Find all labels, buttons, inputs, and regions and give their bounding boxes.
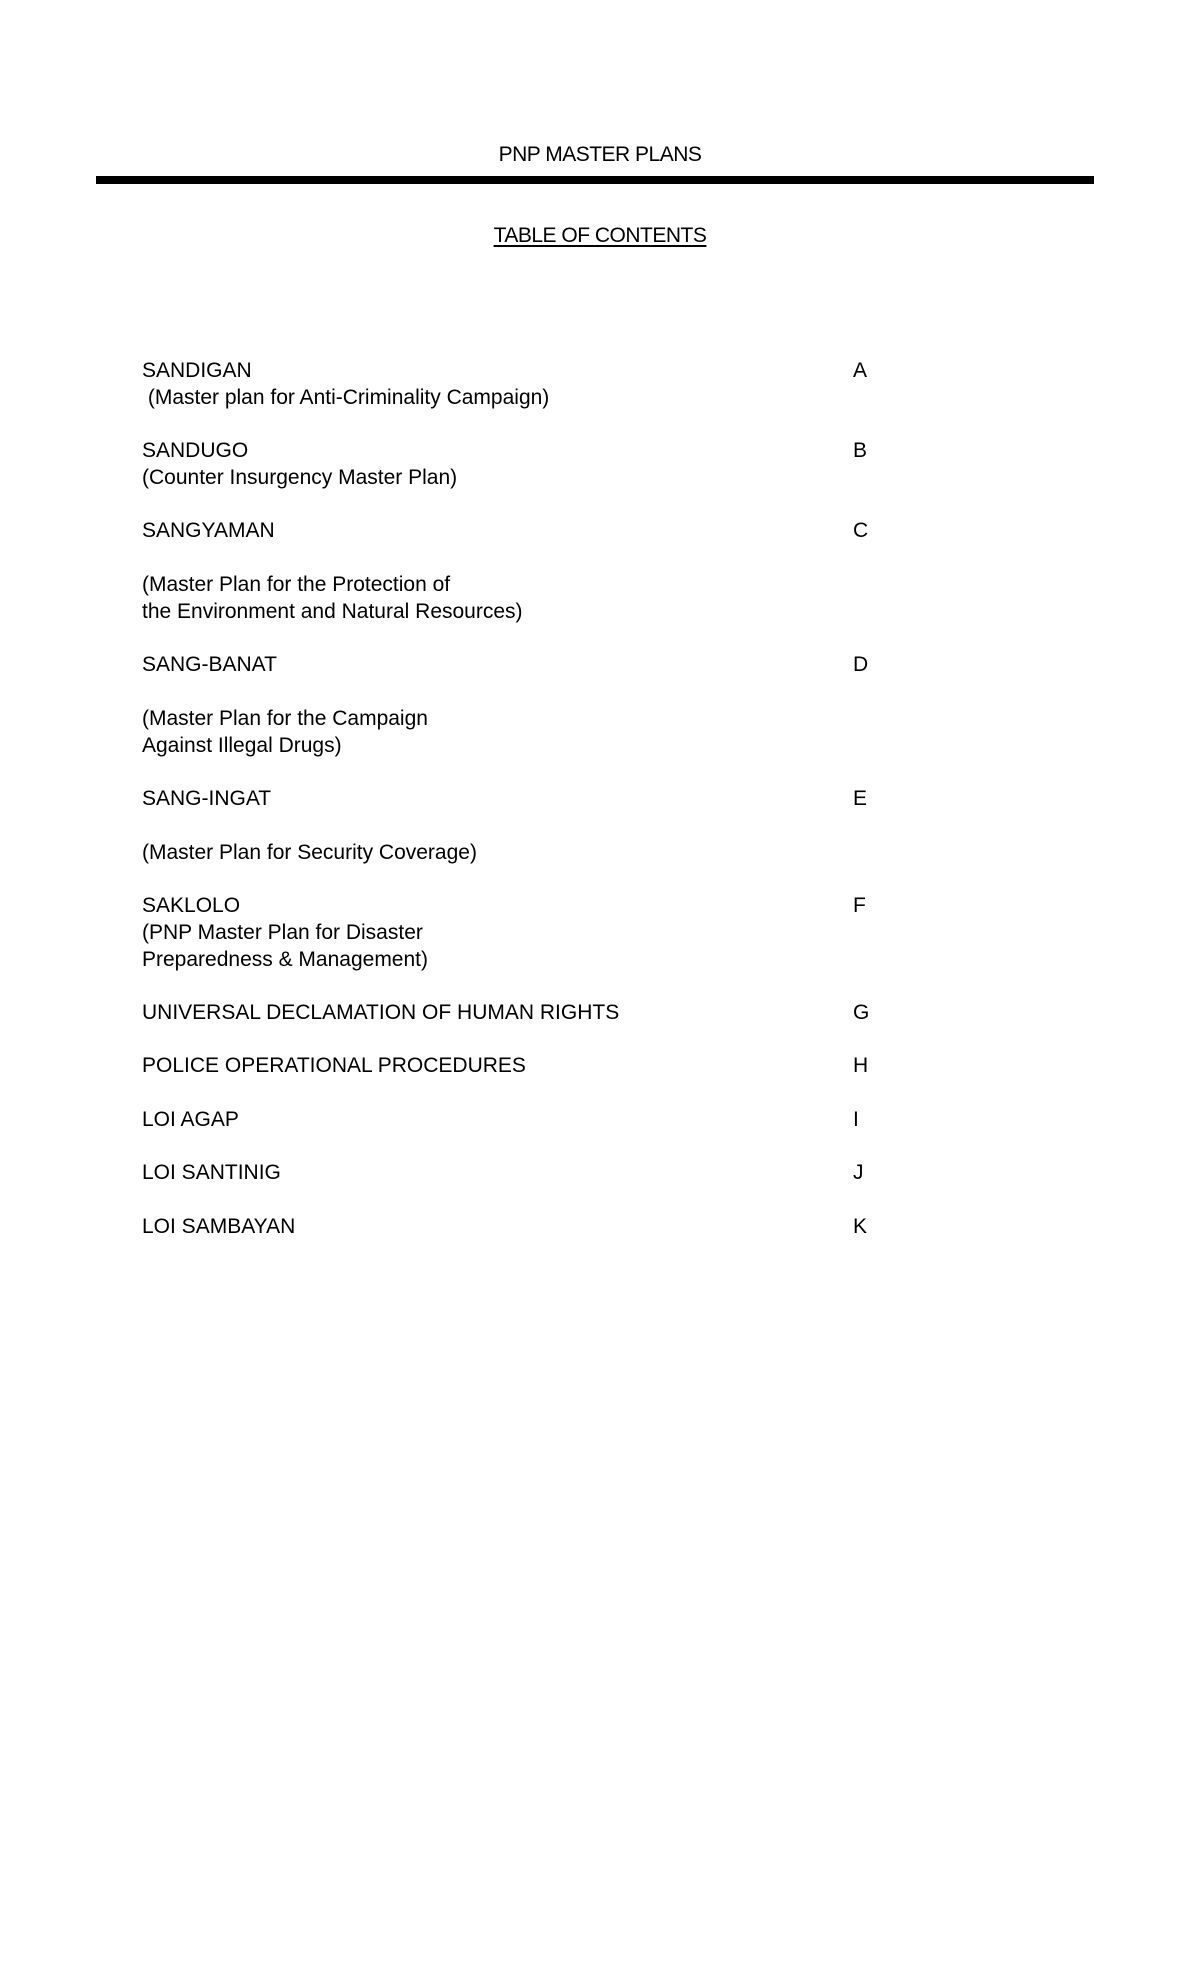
header-rule xyxy=(96,176,1094,184)
toc-entry-title: SANG-BANAT xyxy=(142,653,277,676)
document-header: PNP MASTER PLANS xyxy=(498,143,702,166)
toc-heading-text: TABLE OF CONTENTS xyxy=(493,224,707,247)
toc-entry-description: (Master plan for Anti-Criminality Campaign) xyxy=(142,386,550,409)
toc-entry-description: (Counter Insurgency Master Plan) xyxy=(142,466,458,489)
toc-entry-title: LOI SANTINIG xyxy=(142,1161,281,1184)
toc-entry-letter: D xyxy=(853,653,869,676)
toc-heading xyxy=(0,223,1200,249)
toc-entry-description: (Master Plan for the Campaign xyxy=(142,707,428,730)
toc-entry-title: SANGYAMAN xyxy=(142,519,275,542)
toc-entry-description: (PNP Master Plan for Disaster xyxy=(142,921,423,944)
toc-entry-letter: B xyxy=(853,439,868,462)
toc-entry-title: LOI AGAP xyxy=(142,1108,239,1131)
toc-entry-title: SANDIGAN xyxy=(142,359,252,382)
toc-entry-title: UNIVERSAL DECLAMATION OF HUMAN RIGHTS xyxy=(142,1001,620,1024)
toc-entry-letter: J xyxy=(853,1161,864,1184)
toc-entry-title: POLICE OPERATIONAL PROCEDURES xyxy=(142,1054,526,1077)
toc-entry-title: SANDUGO xyxy=(142,439,249,462)
toc-entry-description: (Master Plan for Security Coverage) xyxy=(142,841,477,864)
toc-entry-letter: H xyxy=(853,1054,869,1077)
toc-entry-description: (Master Plan for the Protection of xyxy=(142,573,451,596)
toc-entry-letter: A xyxy=(853,359,868,382)
toc-entry-title: SANG-INGAT xyxy=(142,787,272,810)
toc-entry-letter: I xyxy=(853,1108,859,1131)
toc-entry-title: LOI SAMBAYAN xyxy=(142,1215,296,1238)
toc-entry-description: Against Illegal Drugs) xyxy=(142,734,342,757)
toc-entry-letter: F xyxy=(853,894,866,917)
toc-entry-letter: C xyxy=(853,519,869,542)
toc-entry-title: SAKLOLO xyxy=(142,894,241,917)
toc-entry-description: the Environment and Natural Resources) xyxy=(142,600,523,623)
toc-entry-letter: E xyxy=(853,787,868,810)
toc-entry-letter: G xyxy=(853,1001,870,1024)
toc-entry-letter: K xyxy=(853,1215,868,1238)
toc-entry-description: Preparedness & Management) xyxy=(142,948,428,971)
